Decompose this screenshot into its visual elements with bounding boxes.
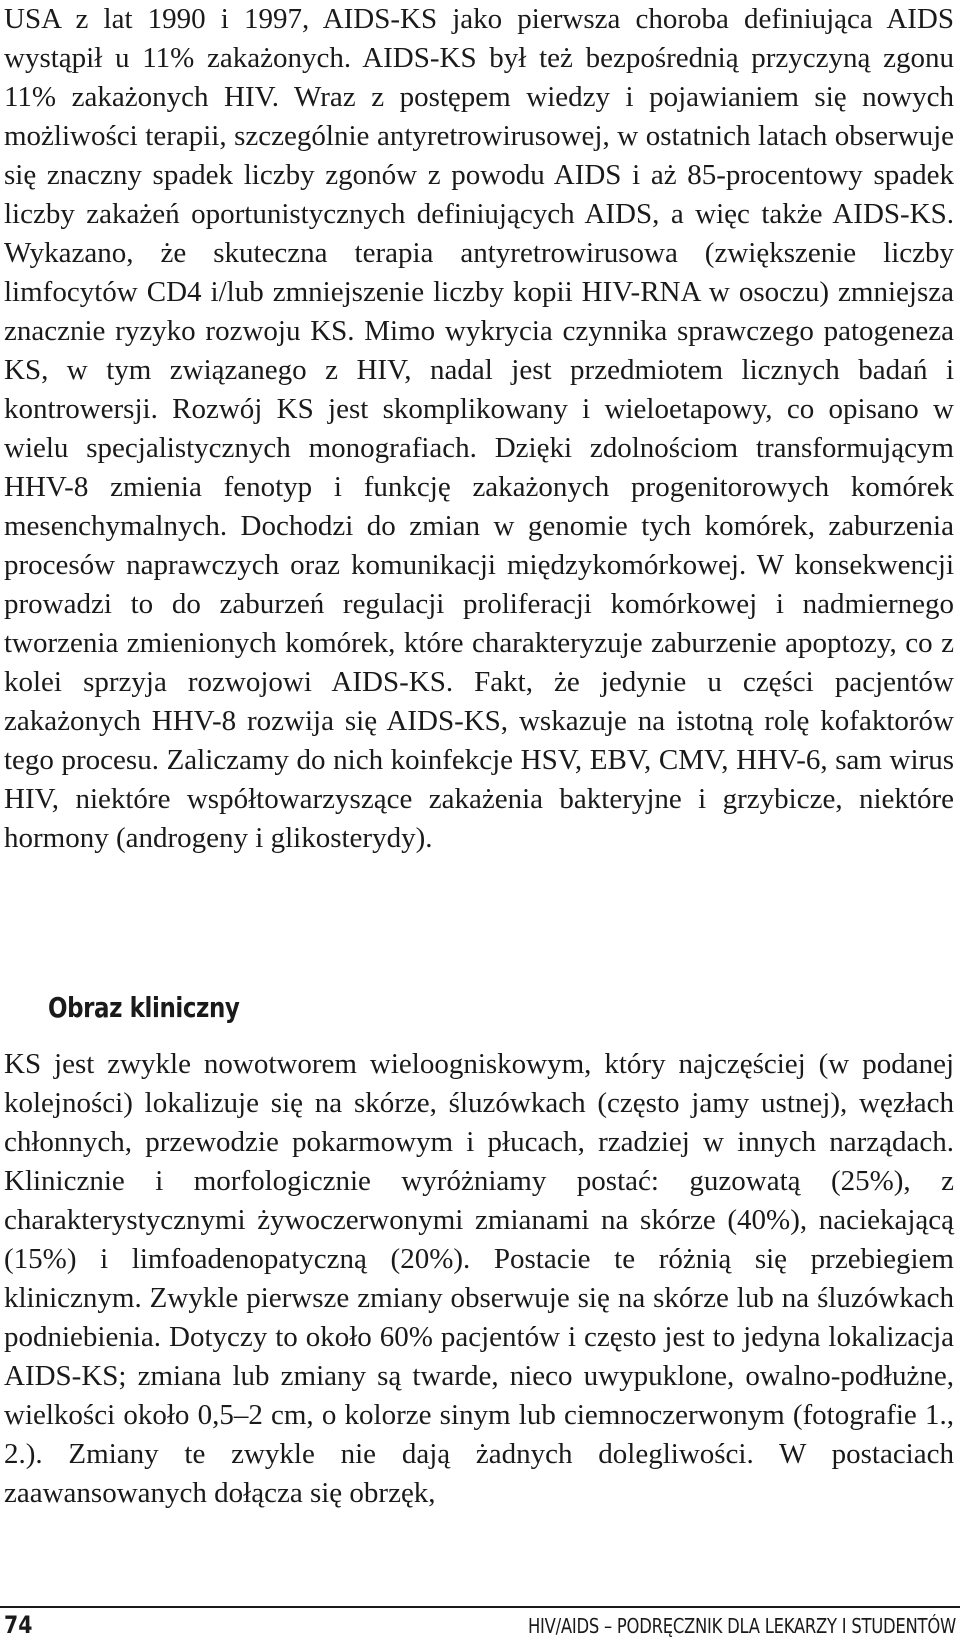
- page-number: 74: [4, 1611, 33, 1639]
- body-paragraph-pathogenesis: USA z lat 1990 i 1997, AIDS-KS jako pierwsza choroba definiująca AIDS wystąpił u 11% zakażonych. AIDS-KS był też bezpośrednią przyczyną zgonu 11% zakażonych HIV. Wraz z postępem wiedzy i pojawianiem się nowych możliwości terapii, szczególnie antyretrowirusowej, w ostatnich latach obserwuje się znaczny spadek liczby zgonów z powodu AIDS i aż 85-procentowy spadek liczby zakażeń oportunistycznych definiujących AIDS, a więc także AIDS-KS. Wykazano, że skuteczna terapia antyretrowirusowa (zwiększenie liczby limfocytów CD4 i/lub zmniejszenie liczby kopii HIV-RNA w osoczu) zmniejsza znacznie ryzyko rozwoju KS. Mimo wykrycia czynnika sprawczego patogeneza KS, w tym związanego z HIV, nadal jest przedmiotem licznych badań i kontrowersji. Rozwój KS jest skomplikowany i wieloetapowy, co opisano w wielu specjalistycznych monografiach. Dzięki zdolnościom transformującym HHV-8 zmienia fenotyp i funkcję zakażonych progenitorowych komórek mesenchymalnych. Dochodzi do zmian w genomie tych komórek, zaburzenia procesów naprawczych oraz komunikacji międzykomórkowej. W konsekwencji prowadzi to do zaburzeń regulacji proliferacji komórkowej i nadmiernego tworzenia zmienionych komórek, które charakteryzuje zaburzenie apoptozy, co z kolei sprzyja rozwojowi AIDS-KS. Fakt, że jedynie u części pacjentów zakażonych HHV-8 rozwija się AIDS-KS, wskazuje na istotną rolę kofaktorów tego procesu. Zaliczamy do nich koinfekcje HSV, EBV, CMV, HHV-6, sam wirus HIV, niektóre współtowarzyszące zakażenia bakteryjne i grzybicze, niektóre hormony (androgeny i glikosterydy).: [4, 3, 954, 854]
- section-heading: Obraz kliniczny: [48, 991, 240, 1024]
- running-title: HIV/AIDS – PODRĘCZNIK DLA LEKARZY I STUDENTÓW: [527, 1614, 956, 1638]
- body-paragraph-clinical-picture: KS jest zwykle nowotworem wieloogniskowym, który najczęściej (w podanej kolejności) lokalizuje się na skórze, śluzówkach (często jamy ustnej), węzłach chłonnych, przewodzie pokarmowym i płucach, rzadziej w innych narządach. Klinicznie i morfologicznie wyróżniamy postać: guzowatą (25%), z charakterystycznymi żywoczerwonymi zmianami na skórze (40%), naciekającą (15%) i limfoadenopatyczną (20%). Postacie te różnią się przebiegiem klinicznym. Zwykle pierwsze zmiany obserwuje się na skórze lub na śluzówkach podniebienia. Dotyczy to około 60% pacjentów i często jest to jedyna lokalizacja AIDS-KS; zmiana lub zmiany są twarde, nieco uwypuklone, owalno-podłużne, wielkości około 0,5–2 cm, o kolorze sinym lub ciemnoczerwonym (fotografie 1., 2.). Zmiany te zwykle nie dają żadnych dolegliwości. W postaciach zaawansowanych dołącza się obrzęk,: [4, 1048, 954, 1509]
- footer-divider: [0, 1606, 960, 1608]
